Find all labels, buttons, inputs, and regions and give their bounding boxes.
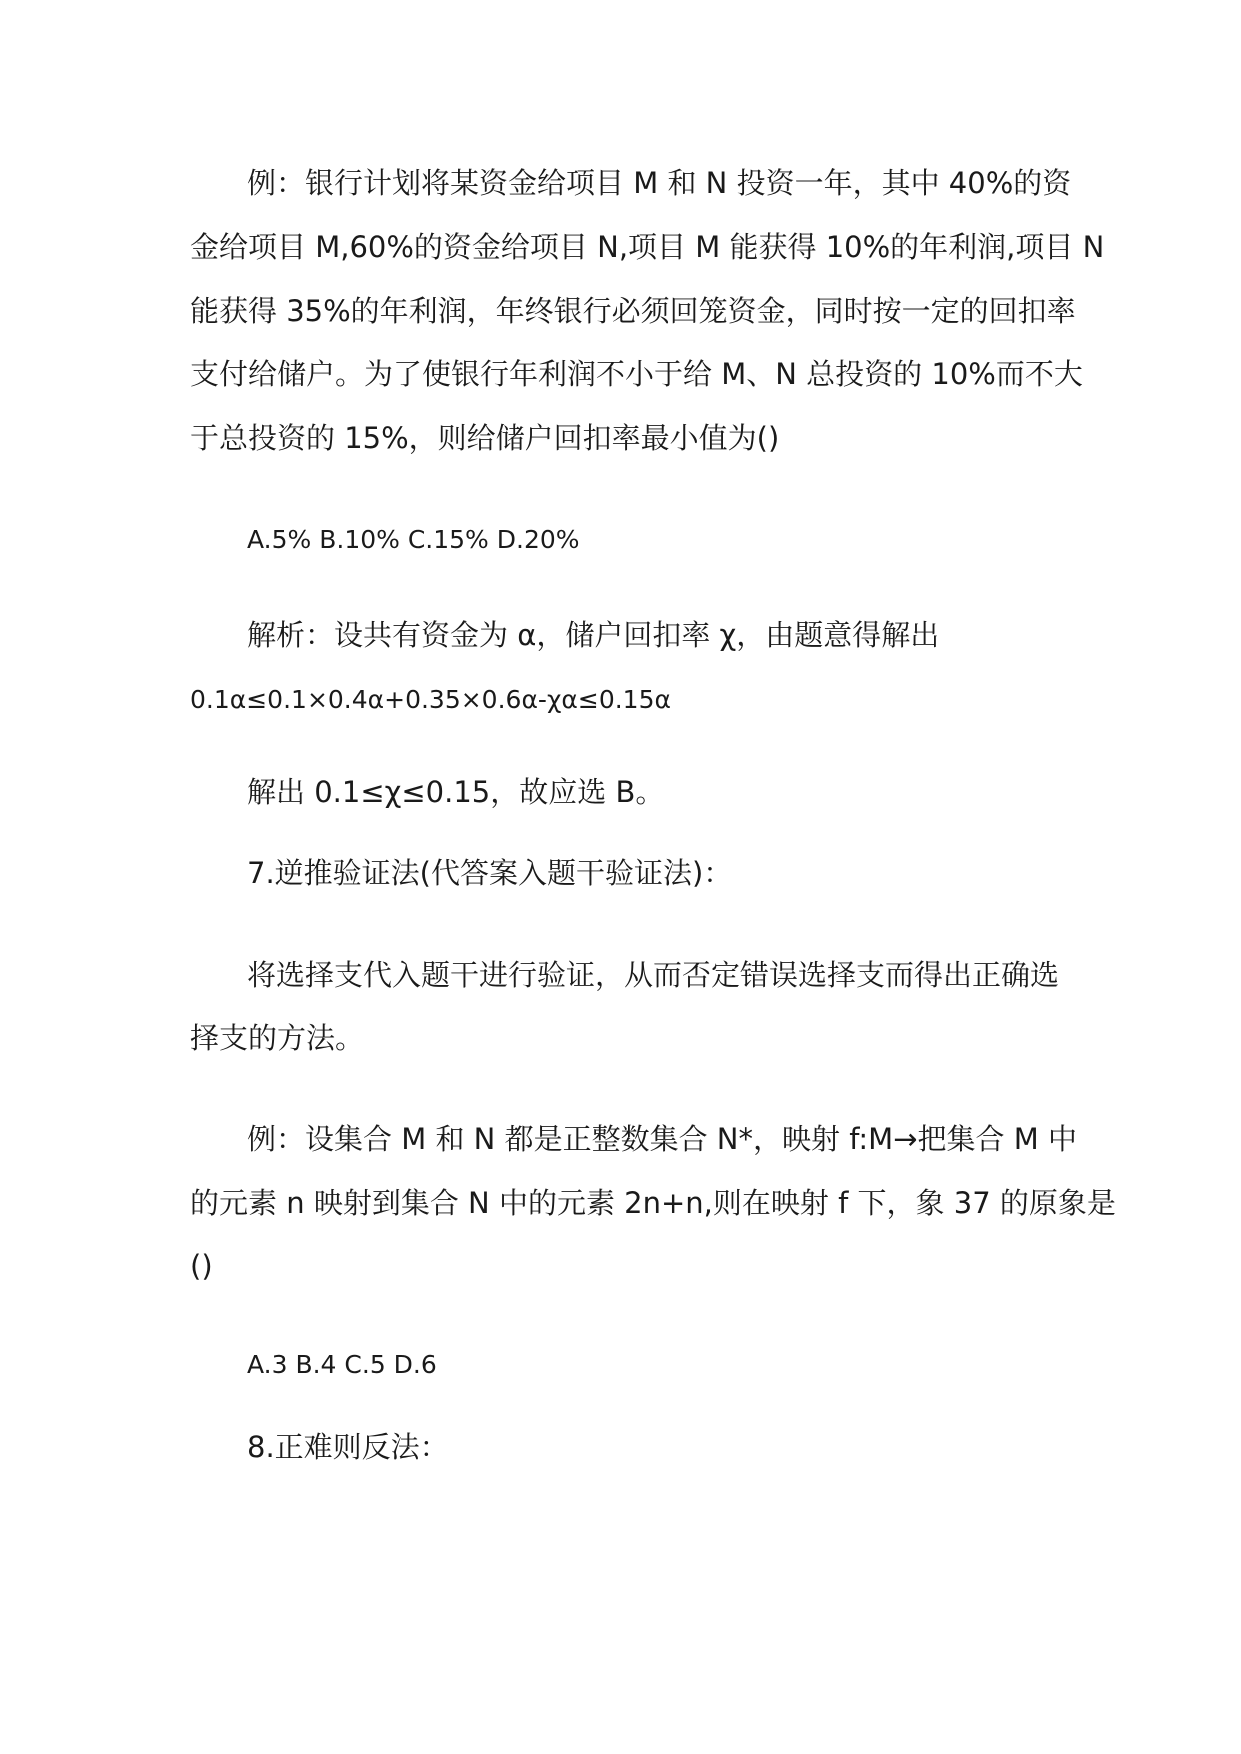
example2-line3: () — [190, 1249, 213, 1283]
example2-options: A.3 B.4 C.5 D.6 — [247, 1350, 437, 1379]
example2-line2: 的元素 n 映射到集合 N 中的元素 2n+n,则在映射 f 下，象 37 的原象是 — [190, 1186, 1116, 1220]
example1-line5: 于总投资的 15%，则给储户回扣率最小值为() — [190, 421, 780, 455]
example1-line1: 例：银行计划将某资金给项目 M 和 N 投资一年，其中 40%的资 — [247, 166, 1072, 200]
example1-line3: 能获得 35%的年利润，年终银行必须回笼资金，同时按一定的回扣率 — [190, 294, 1076, 328]
example1-options: A.5% B.10% C.15% D.20% — [247, 525, 580, 554]
analysis-formula: 0.1α≤0.1×0.4α+0.35×0.6α-χα≤0.15α — [190, 685, 671, 714]
analysis-line1: 解析：设共有资金为 α，储户回扣率 χ，由题意得解出 — [247, 618, 940, 652]
section-7-desc-line1: 将选择支代入题干进行验证，从而否定错误选择支而得出正确选 — [247, 958, 1060, 992]
example1-line4: 支付给储户。为了使银行年利润不小于给 M、N 总投资的 10%而不大 — [190, 357, 1083, 391]
section-8-heading: 8.正难则反法： — [247, 1430, 449, 1464]
example2-line1: 例：设集合 M 和 N 都是正整数集合 N*，映射 f:M→把集合 M 中 — [247, 1122, 1077, 1156]
section-7-desc-line2: 择支的方法。 — [190, 1021, 365, 1055]
section-7-heading: 7.逆推验证法(代答案入题干验证法)： — [247, 856, 733, 890]
example1-line2: 金给项目 M,60%的资金给项目 N,项目 M 能获得 10%的年利润,项目 N — [190, 230, 1105, 264]
analysis-conclusion: 解出 0.1≤χ≤0.15，故应选 B。 — [247, 775, 665, 809]
